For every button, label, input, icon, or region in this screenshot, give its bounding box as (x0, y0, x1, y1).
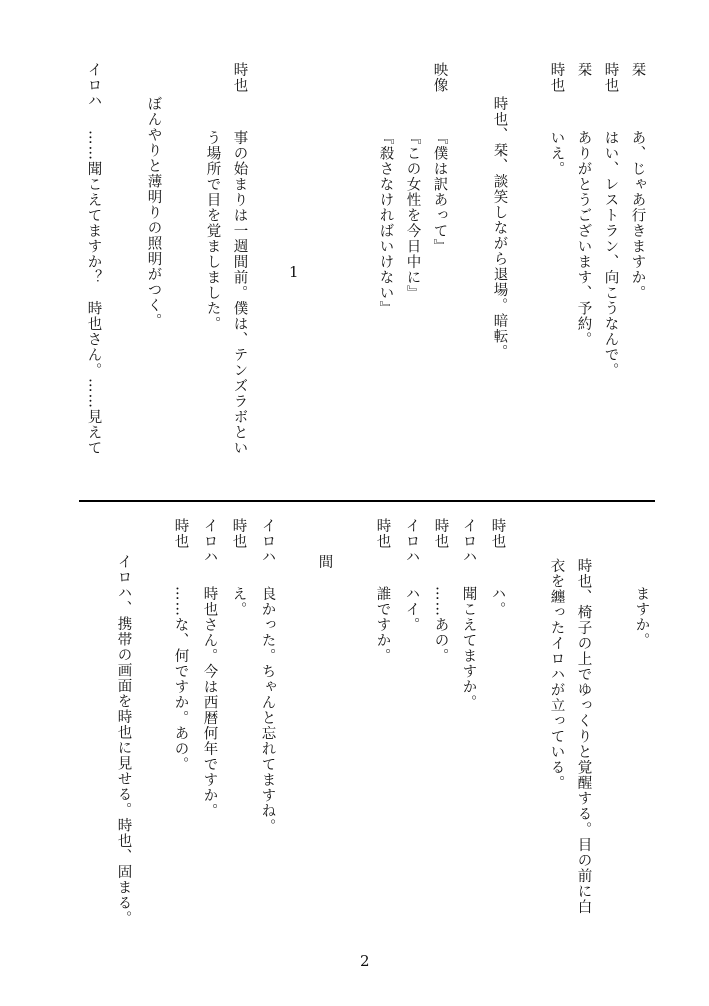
dialogue-text: あ、じゃあ行きますか。 (629, 130, 646, 301)
speaker-name: 時也 (548, 62, 565, 93)
dialogue-text: いえ。 (548, 130, 565, 177)
script-page-bottom (0, 502, 709, 1006)
speaker-name: 時也 (231, 62, 248, 93)
speaker-name: 栞 (575, 62, 592, 78)
dialogue-text: ……あの。 (432, 586, 449, 664)
dialogue-text: 誰ですか。 (374, 586, 391, 664)
speaker-name: 時也 (374, 518, 391, 549)
dialogue-text: 『僕は訳あって』 (431, 130, 448, 254)
dialogue-text: 『この女性を今日中に』 (404, 130, 421, 301)
dialogue-text: ハイ。 (403, 586, 420, 633)
speaker-name: 時也 (172, 518, 189, 549)
speaker-name: イロハ (403, 518, 420, 565)
speaker-name: イロハ (85, 62, 102, 109)
pause-direction: 間 (316, 554, 333, 570)
dialogue-text: ……な、何ですか。あの。 (172, 586, 189, 772)
speaker-name: 栞 (629, 62, 646, 78)
dialogue-text: 良かった。ちゃんと忘れてますね。 (259, 586, 276, 834)
speaker-name: 時也 (230, 518, 247, 549)
stage-direction: イロハ、携帯の画面を時也に見せる。時也、固まる。 (115, 554, 132, 926)
dialogue-text: え。 (230, 586, 247, 617)
dialogue-text: ありがとうございます、予約。 (575, 130, 592, 347)
speaker-name: イロハ (201, 518, 218, 565)
dialogue-text: 時也さん。今は西暦何年ですか。 (201, 586, 218, 819)
page-number: 2 (360, 952, 370, 970)
speaker-name: 時也 (602, 62, 619, 93)
stage-direction: 時也、栞、談笑しながら退場。暗転。 (491, 96, 508, 360)
speaker-name: 映像 (431, 62, 448, 93)
dialogue-text: う場所で目を覚ましました。 (204, 130, 221, 332)
stage-direction: 衣を纏ったイロハが立っている。 (548, 558, 565, 791)
speaker-name: イロハ (259, 518, 276, 565)
stage-direction: 時也、椅子の上でゆっくりと覚醒する。目の前に白 (575, 558, 592, 915)
speaker-name: イロハ (460, 518, 477, 565)
dialogue-text: 『殺さなければいけない』 (377, 130, 394, 316)
stage-direction: ぼんやりと薄明りの照明がつく。 (145, 96, 162, 329)
script-page-top (0, 0, 709, 500)
dialogue-text: ……聞こえてますか？ 時也さん。……見えて (85, 130, 102, 456)
speaker-name: 時也 (489, 518, 506, 549)
dialogue-text: 事の始まりは一週間前。僕は、テンズラボとい (231, 130, 248, 456)
speaker-name: 時也 (432, 518, 449, 549)
dialogue-text: はい、レストラン、向こうなんで。 (602, 130, 619, 378)
scene-number: 1 (289, 263, 299, 281)
dialogue-text: 聞こえてますか。 (460, 586, 477, 710)
dialogue-text: ハ。 (489, 586, 506, 617)
dialogue-text: ますか。 (633, 586, 650, 648)
